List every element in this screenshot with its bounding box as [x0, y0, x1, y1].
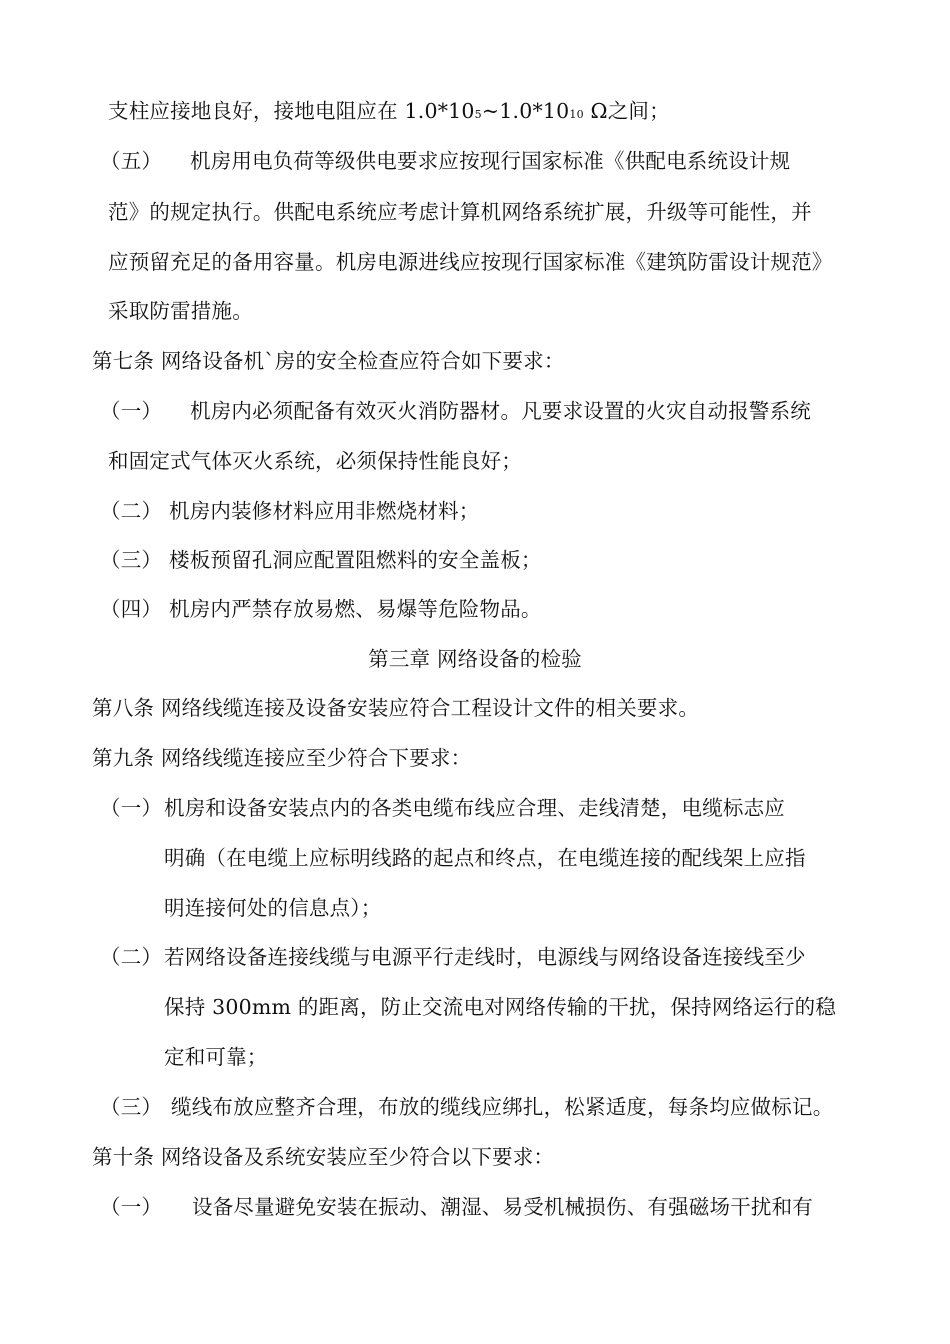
article7-item4-label: （四）	[100, 597, 163, 621]
article9-item1-line-2: 明确（在电缆上应标明线路的起点和终点，在电缆连接的配线架上应指	[164, 846, 806, 870]
item5-line-3: 应预留充足的备用容量。机房电源进线应按现行国家标准《建筑防雷设计规范》	[108, 250, 833, 274]
intro-line	[108, 96, 670, 130]
article10-item1-line	[100, 1192, 813, 1222]
article9-item1-label: （一）	[100, 796, 163, 820]
article10-item1-label: （一）	[100, 1195, 163, 1219]
item5-line-2: 范》的规定执行。供配电系统应考虑计算机网络系统扩展，升级等可能性，并	[108, 200, 812, 224]
article9-item1-line-3: 明连接何处的信息点）；	[164, 896, 382, 920]
intro-exponent-2: 10	[569, 108, 584, 121]
article7-item3-line	[100, 545, 542, 575]
article9-item3-text: 缆线布放应整齐合理，布放的缆线应绑扎，松紧适度，每条均应做标记。	[171, 1095, 834, 1119]
article9-item3-line	[100, 1092, 833, 1122]
article7-item3-label: （三）	[100, 548, 163, 572]
item5-line-1	[100, 146, 790, 176]
article7-item4-line	[100, 594, 542, 624]
intro-text-pre: 支柱应接地良好，接地电阻应在 1.0*10	[108, 99, 475, 123]
item5-text-1: 机房用电负荷等级供电要求应按现行国家标准《供配电系统设计规	[190, 149, 791, 173]
article9-item2-label: （二）	[100, 945, 163, 969]
article7-item4-text: 机房内严禁存放易燃、易爆等危险物品。	[169, 597, 542, 621]
article9-item3-label: （三）	[100, 1095, 163, 1119]
article7-heading: 第七条 网络设备机`房的安全检查应符合如下要求：	[92, 349, 565, 373]
item5-label: （五）	[100, 149, 163, 173]
article9-item1-line-1	[100, 793, 785, 823]
article9-heading: 第九条 网络线缆连接应至少符合下要求：	[92, 746, 472, 770]
intro-text-post: Ω之间；	[583, 99, 670, 123]
article7-item1-label: （一）	[100, 399, 163, 423]
article9-item1-text-1: 机房和设备安装点内的各类电缆布线应合理、走线清楚，电缆标志应	[164, 796, 785, 820]
article7-item1-text-1: 机房内必须配备有效灭火消防器材。凡要求设置的火灾自动报警系统	[190, 399, 811, 423]
article9-item2-line-3: 定和可靠；	[164, 1045, 268, 1069]
chapter3-heading: 第三章 网络设备的检验	[368, 647, 582, 671]
article9-item2-line-1	[100, 942, 806, 972]
article8-text: 第八条 网络线缆连接及设备安装应符合工程设计文件的相关要求。	[92, 696, 700, 720]
article7-item1-line-1	[100, 396, 811, 426]
intro-text-mid: ~1.0*10	[481, 99, 570, 123]
article10-item1-text: 设备尽量避免安装在振动、潮湿、易受机械损伤、有强磁场干扰和有	[192, 1195, 813, 1219]
item5-line-4: 采取防雷措施。	[108, 299, 253, 323]
article9-item2-text-1: 若网络设备连接线缆与电源平行走线时，电源线与网络设备连接线至少	[164, 945, 806, 969]
article7-item2-label: （二）	[100, 499, 163, 523]
article10-heading: 第十条 网络设备及系统安装应至少符合以下要求：	[92, 1145, 555, 1169]
article7-item3-text: 楼板预留孔洞应配置阻燃料的安全盖板；	[169, 548, 542, 572]
intro-exponent-1: 5	[474, 108, 482, 121]
article7-item2-text: 机房内装修材料应用非燃烧材料；	[169, 499, 480, 523]
article7-item1-line-2: 和固定式气体灭火系统，必须保持性能良好；	[108, 449, 522, 473]
article7-item2-line	[100, 496, 480, 526]
article9-item2-line-2: 保持 300mm 的距离，防止交流电对网络传输的干扰，保持网络运行的稳	[164, 995, 837, 1019]
